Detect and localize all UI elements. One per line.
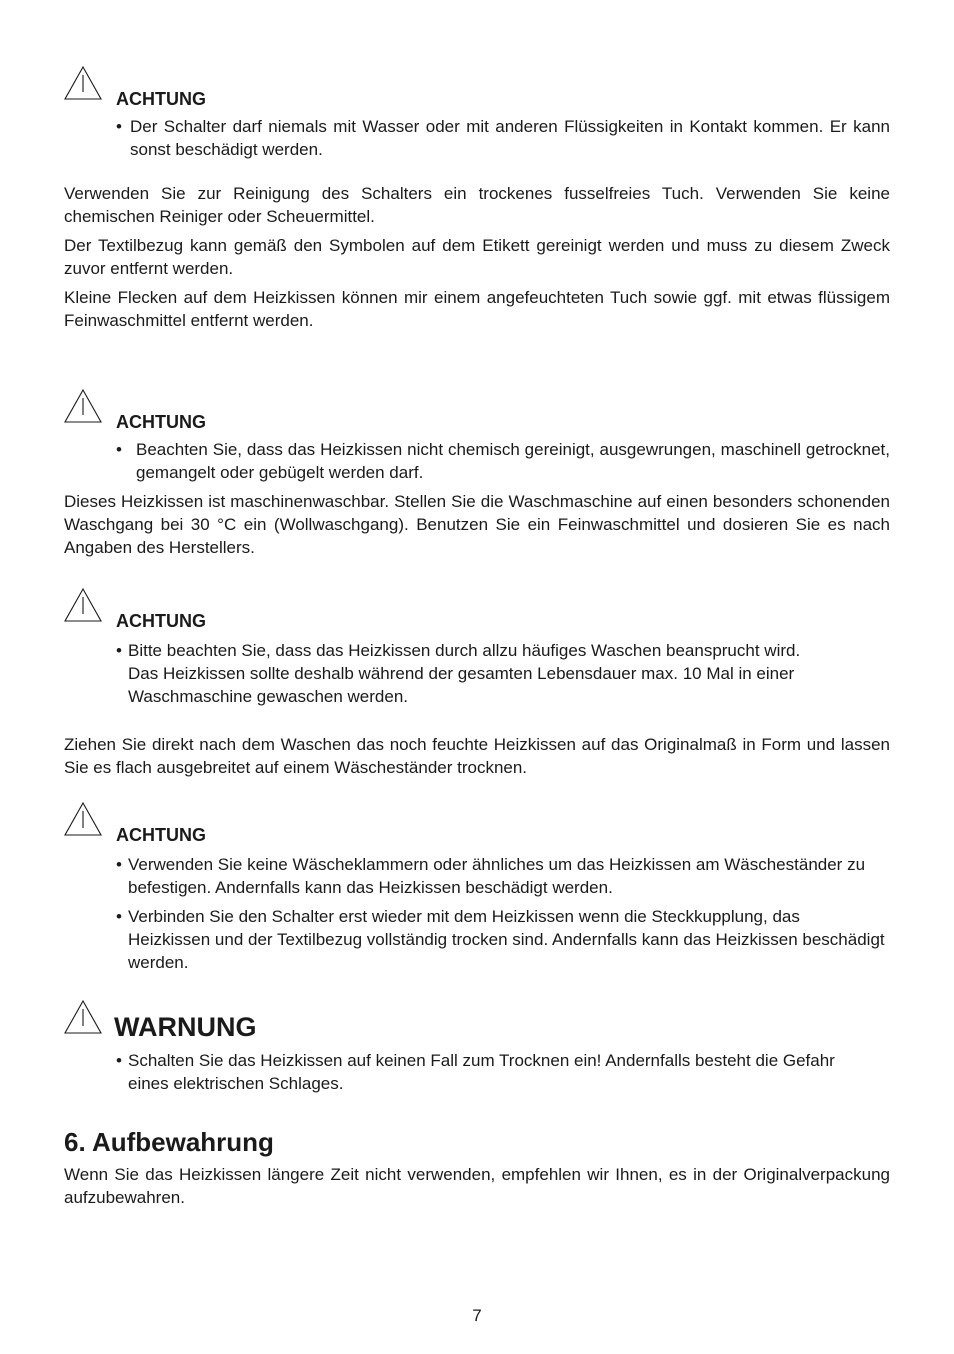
- warning-triangle-icon: [64, 802, 102, 836]
- list-item: • Schalten Sie das Heizkissen auf keinen Fall zum Trocknen ein! Andernfalls besteht die Gefahr eines elektrischen Schlages.: [116, 1051, 835, 1093]
- achtung-bullet-list: [116, 853, 886, 980]
- achtung-label: ACHTUNG: [116, 412, 206, 432]
- paragraph: Ziehen Sie direkt nach dem Waschen das noch feuchte Heizkissen auf das Originalmaß in Form und lassen Sie es flach ausgebreitet auf einem Wäscheständer trocknen.: [64, 735, 890, 777]
- achtung-bullet-list: [116, 438, 890, 490]
- cleaning-paragraphs: [64, 182, 890, 332]
- paragraph: Wenn Sie das Heizkissen längere Zeit nicht verwenden, empfehlen wir Ihnen, es in der Originalverpackung aufzubewahren.: [64, 1165, 890, 1207]
- warning-triangle-icon: [64, 588, 102, 622]
- paragraph: Dieses Heizkissen ist maschinenwaschbar. Stellen Sie die Waschmaschine auf einen besonders schonenden Waschgang bei 30 °C ein (Wollwaschgang). Benutzen Sie ein Feinwaschmittel und dosieren Sie es nach Angaben des Herstellers.: [64, 492, 890, 557]
- storage-paragraph: [64, 1163, 890, 1209]
- warnung-label: WARNUNG: [114, 1012, 257, 1042]
- section-heading: 6. Aufbewahrung: [64, 1127, 274, 1157]
- warning-triangle-icon: [64, 1000, 102, 1034]
- list-item: • Der Schalter darf niemals mit Wasser oder mit anderen Flüssigkeiten in Kontakt kommen. Er kann sonst beschädigt werden.: [116, 117, 890, 159]
- paragraph: Verwenden Sie zur Reinigung des Schalters ein trockenes fusselfreies Tuch. Verwenden Sie keine chemischen Reiniger oder Scheuermittel.: [64, 184, 890, 226]
- list-item: • Bitte beachten Sie, dass das Heizkissen durch allzu häufiges Waschen beansprucht wird. Das Heizkissen sollte deshalb während der gesamten Lebensdauer max. 10 Mal in einer Waschmaschine gewaschen werden.: [116, 641, 801, 706]
- drying-paragraph: [64, 733, 890, 779]
- paragraph: Der Textilbezug kann gemäß den Symbolen auf dem Etikett gereinigt werden und muss zu diesem Zweck zuvor entfernt werden.: [64, 236, 890, 278]
- list-item: • Verwenden Sie keine Wäscheklammern oder ähnliches um das Heizkissen am Wäscheständer zu befestigen. Andernfalls kann das Heizkissen beschädigt werden.: [116, 855, 866, 897]
- achtung-bullet-list: [116, 639, 816, 714]
- warning-triangle-icon: [64, 389, 102, 423]
- achtung-label: ACHTUNG: [116, 825, 206, 845]
- achtung-label: ACHTUNG: [116, 89, 206, 109]
- page-number: 7: [472, 1306, 482, 1325]
- paragraph: Kleine Flecken auf dem Heizkissen können mir einem angefeuchteten Tuch sowie ggf. mit etwas flüssigem Feinwaschmittel entfernt werden.: [64, 288, 890, 330]
- achtung-bullet-list: [116, 115, 890, 167]
- washing-paragraph: [64, 490, 890, 559]
- list-item: • Beachten Sie, dass das Heizkissen nicht chemisch gereinigt, ausgewrungen, maschinell getrocknet, gemangelt oder gebügelt werden darf.: [116, 440, 890, 482]
- warnung-bullet-list: [116, 1049, 876, 1101]
- achtung-label: ACHTUNG: [116, 611, 206, 631]
- warning-triangle-icon: [64, 66, 102, 100]
- list-item: • Verbinden Sie den Schalter erst wieder mit dem Heizkissen wenn die Steckkupplung, das Heizkissen und der Textilbezug vollständig trocken sind. Andernfalls kann das Heizkissen beschädigt werden.: [116, 907, 885, 972]
